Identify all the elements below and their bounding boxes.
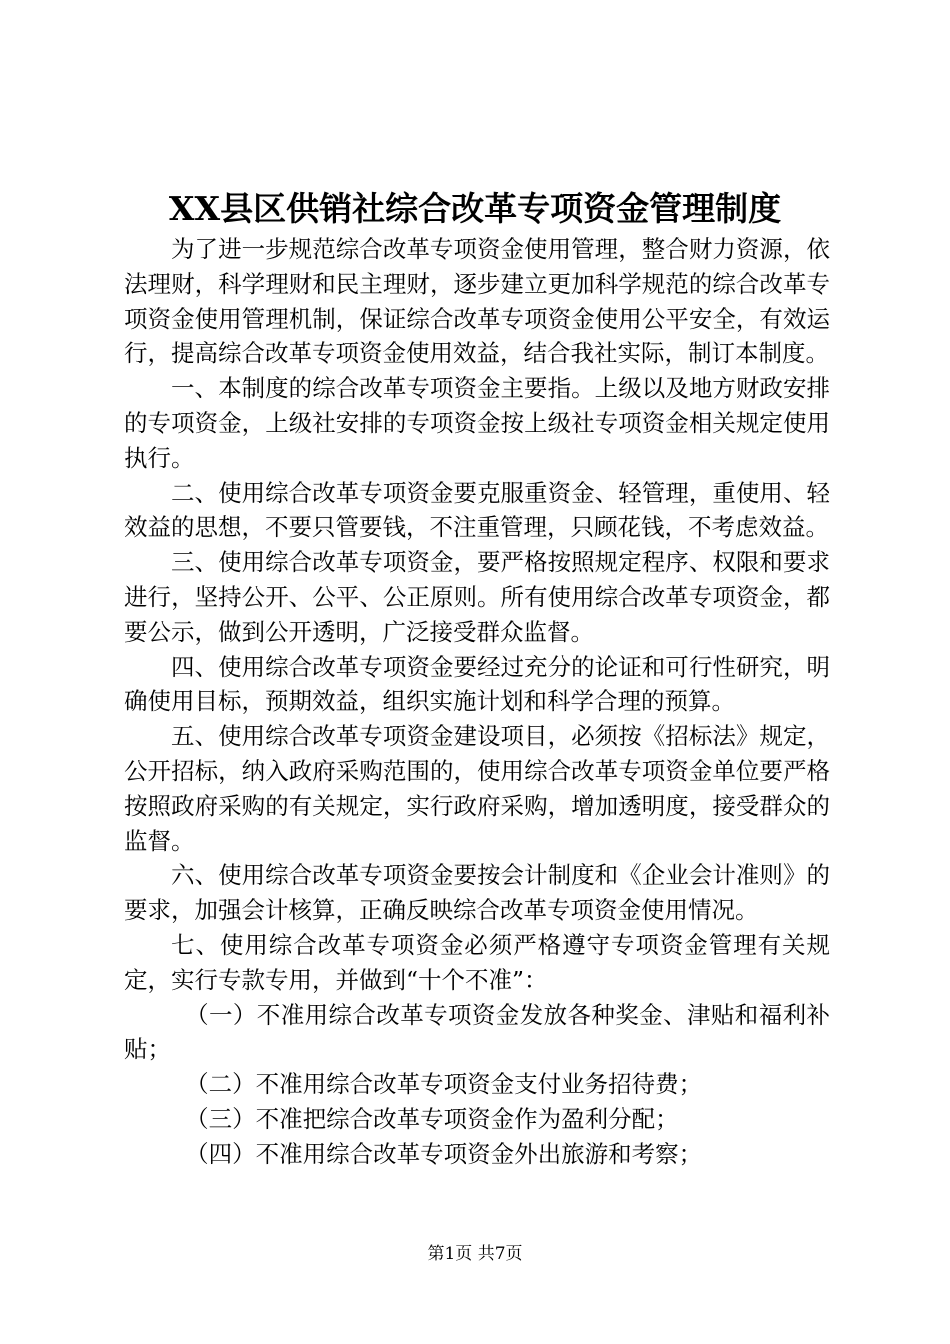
sub-item-3: （三）不准把综合改革专项资金作为盈利分配； xyxy=(185,1104,679,1133)
paragraph-article-7: 七、使用综合改革专项资金必须严格遵守专项资金管理有关规定，实行专款专用，并做到“十个不准”： xyxy=(124,930,830,994)
paragraph-article-2: 二、使用综合改革专项资金要克服重资金、轻管理，重使用、轻效益的思想，不要只管要钱，不注重管理，只顾花钱，不考虑效益。 xyxy=(124,478,830,542)
document-body xyxy=(124,232,830,1172)
paragraph-article-6: 六、使用综合改革专项资金要按会计制度和《企业会计准则》的要求，加强会计核算，正确反映综合改革专项资金使用情况。 xyxy=(124,861,830,925)
paragraph-article-4: 四、使用综合改革专项资金要经过充分的论证和可行性研究，明确使用目标，预期效益，组织实施计划和科学合理的预算。 xyxy=(124,652,830,716)
paragraph-intro: 为了进一步规范综合改革专项资金使用管理，整合财力资源，依法理财，科学理财和民主理财，逐步建立更加科学规范的综合改革专项资金使用管理机制，保证综合改革专项资金使用公平安全，有效运行，提高综合改革专项资金使用效益，结合我社实际，制订本制度。 xyxy=(124,235,830,368)
paragraph-article-1: 一、本制度的综合改革专项资金主要指。上级以及地方财政安排的专项资金，上级社安排的专项资金按上级社专项资金相关规定使用执行。 xyxy=(124,374,830,472)
page-footer: 第1页 共7页 xyxy=(427,1244,523,1264)
sub-item-2: （二）不准用综合改革专项资金支付业务招待费； xyxy=(185,1070,703,1099)
sub-item-1: （一）不准用综合改革专项资金发放各种奖金、津贴和福利补贴； xyxy=(124,1000,830,1064)
document-title: XX县区供销社综合改革专项资金管理制度 xyxy=(168,189,782,228)
paragraph-article-3: 三、使用综合改革专项资金，要严格按照规定程序、权限和要求进行，坚持公开、公平、公正原则。所有使用综合改革专项资金，都要公示，做到公开透明，广泛接受群众监督。 xyxy=(124,548,830,646)
paragraph-article-5: 五、使用综合改革专项资金建设项目，必须按《招标法》规定，公开招标，纳入政府采购范围的，使用综合改革专项资金单位要严格按照政府采购的有关规定，实行政府采购，增加透明度，接受群众的监督。 xyxy=(124,722,830,855)
sub-item-4: （四）不准用综合改革专项资金外出旅游和考察； xyxy=(185,1139,703,1168)
